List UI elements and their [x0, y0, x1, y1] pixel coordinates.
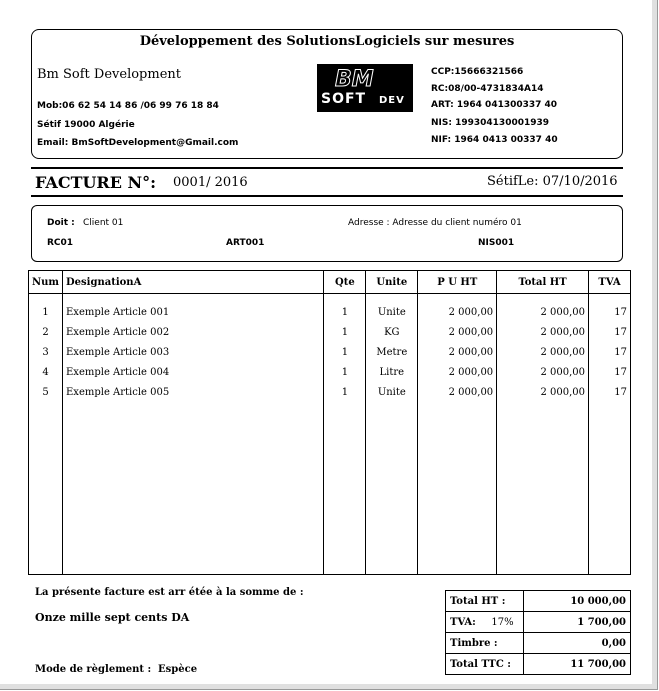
- client-nis: NIS001: [478, 238, 515, 248]
- company-nif: NIF: 1964 0413 00337 40: [431, 135, 558, 145]
- cell-tva: 17: [589, 342, 631, 362]
- timbre-row: [446, 633, 631, 654]
- company-name: Bm Soft Development: [37, 67, 181, 82]
- total-ttc-value: 11 700,00: [523, 654, 630, 675]
- invoice-place-date: SétifLe: 07/10/2016: [487, 174, 618, 189]
- table-row: [29, 363, 631, 383]
- company-nis: NIS: 199304130001939: [431, 118, 550, 128]
- cell-unite: Metre: [366, 342, 418, 362]
- company-mobile: Mob:06 62 54 14 86 /06 99 76 18 84: [37, 101, 219, 111]
- cell-unite: Unite: [366, 294, 418, 323]
- cell-designation: Exemple Article 002: [63, 322, 324, 342]
- logo-dev-text: DEV: [379, 95, 405, 106]
- cell-total-ht: 2 000,00: [497, 363, 589, 383]
- cell-designation: Exemple Article 004: [63, 363, 324, 383]
- cell-designation: Exemple Article 001: [63, 294, 324, 323]
- col-tva: TVA: [589, 271, 631, 294]
- table-row: [29, 322, 631, 342]
- cell-tva: 17: [589, 294, 631, 323]
- company-rc: RC:08/00-4731834A14: [431, 84, 544, 94]
- payment-mode-label: Mode de règlement :: [35, 664, 152, 675]
- col-qte: Qte: [324, 271, 366, 294]
- cell-qte: 1: [324, 342, 366, 362]
- cell-total-ht: 2 000,00: [497, 294, 589, 323]
- company-art: ART: 1964 041300337 40: [431, 100, 558, 110]
- tva-label: TVA:: [450, 616, 476, 628]
- totals-table: [445, 590, 631, 675]
- amount-in-words: Onze mille sept cents DA: [35, 611, 190, 624]
- client-box: [31, 205, 623, 262]
- cell-num: 4: [42, 367, 49, 379]
- payment-mode-value: Espèce: [158, 664, 198, 675]
- cell-num: 1: [42, 306, 49, 318]
- cell-tva: 17: [589, 322, 631, 342]
- cell-num: 2: [42, 326, 49, 338]
- table-filler-row: [29, 403, 631, 575]
- cell-designation: Exemple Article 003: [63, 342, 324, 362]
- tva-rate: 17%: [491, 616, 514, 628]
- table-row: [29, 342, 631, 362]
- cell-total-ht: 2 000,00: [497, 383, 589, 403]
- divider-top: [31, 167, 623, 169]
- client-address: Adresse : Adresse du client numéro 01: [348, 218, 522, 228]
- cell-tva: 17: [589, 383, 631, 403]
- logo-bm-text: BM: [335, 67, 374, 92]
- col-pu-ht: P U HT: [418, 271, 497, 294]
- company-email: Email: BmSoftDevelopment@Gmail.com: [37, 138, 239, 148]
- logo-soft-text: SOFT: [321, 91, 367, 107]
- cell-pu-ht: 2 000,00: [418, 294, 497, 323]
- cell-num: 5: [42, 387, 49, 399]
- cell-qte: 1: [324, 294, 366, 323]
- table-row: [29, 294, 631, 323]
- company-header-box: [31, 29, 623, 159]
- company-address: Sétif 19000 Algérie: [37, 120, 135, 130]
- cell-qte: 1: [324, 322, 366, 342]
- col-unite: Unite: [366, 271, 418, 294]
- cell-designation: Exemple Article 005: [63, 383, 324, 403]
- client-rc: RC01: [47, 238, 74, 248]
- company-logo: [317, 64, 413, 112]
- table-row: [29, 383, 631, 403]
- header-title: Développement des SolutionsLogiciels sur mesures: [139, 34, 515, 49]
- col-total-ht: Total HT: [497, 271, 589, 294]
- table-header-row: [29, 271, 631, 294]
- cell-pu-ht: 2 000,00: [418, 363, 497, 383]
- client-name: Client 01: [83, 218, 124, 228]
- divider-bottom: [31, 195, 623, 197]
- cell-qte: 1: [324, 383, 366, 403]
- amount-statement-label: La présente facture est arr étée à la somme de :: [35, 587, 304, 598]
- tva-label-cell: [446, 612, 524, 633]
- cell-tva: 17: [589, 363, 631, 383]
- col-designation: DesignationA: [63, 271, 324, 294]
- total-ht-row: [446, 591, 631, 612]
- tva-row: [446, 612, 631, 633]
- invoice-label: FACTURE N°:: [35, 173, 157, 192]
- page-shadow-bottom: [0, 684, 657, 689]
- timbre-value: 0,00: [523, 633, 630, 654]
- tva-value: 1 700,00: [523, 612, 630, 633]
- cell-total-ht: 2 000,00: [497, 342, 589, 362]
- total-ttc-row: [446, 654, 631, 675]
- cell-unite: KG: [366, 322, 418, 342]
- cell-pu-ht: 2 000,00: [418, 383, 497, 403]
- timbre-label: Timbre :: [446, 633, 524, 654]
- total-ht-value: 10 000,00: [523, 591, 630, 612]
- cell-pu-ht: 2 000,00: [418, 322, 497, 342]
- client-art: ART001: [226, 238, 265, 248]
- cell-unite: Litre: [366, 363, 418, 383]
- cell-unite: Unite: [366, 383, 418, 403]
- cell-num: 3: [42, 347, 49, 358]
- col-num: Num: [29, 271, 63, 294]
- cell-pu-ht: 2 000,00: [418, 342, 497, 362]
- total-ht-label: Total HT :: [446, 591, 524, 612]
- page-shadow-right: [652, 0, 657, 689]
- company-ccp: CCP:15666321566: [431, 67, 524, 77]
- invoice-number: 0001/ 2016: [173, 175, 248, 190]
- cell-total-ht: 2 000,00: [497, 322, 589, 342]
- client-doit-label: Doit :: [47, 218, 75, 228]
- items-table: [28, 270, 631, 575]
- cell-qte: 1: [324, 363, 366, 383]
- total-ttc-label: Total TTC :: [446, 654, 524, 675]
